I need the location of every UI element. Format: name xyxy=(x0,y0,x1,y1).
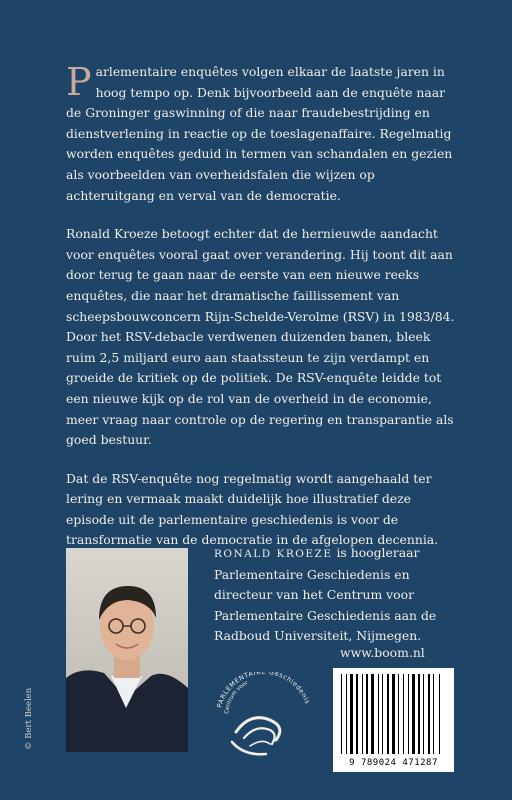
barcode-bar xyxy=(428,674,430,754)
logo-text-small: Centrum voor xyxy=(224,680,250,715)
barcode-bar xyxy=(378,674,379,754)
barcode-bar xyxy=(433,674,434,754)
barcode xyxy=(333,668,454,772)
barcode-bar xyxy=(362,674,363,754)
barcode-bar xyxy=(382,674,383,754)
blurb-paragraph-3: Dat de RSV-enquête nog regelmatig wordt aangehaald ter lering en vermaak maakt duidelijk hoe illustratief deze episode uit de parlementaire geschiedenis is voor de transformatie van de democratie in de afgelopen decennia. xyxy=(66,470,439,548)
barcode-bar xyxy=(423,674,424,754)
isbn-number: 9 789024 471287 xyxy=(349,758,438,768)
barcode-bar xyxy=(403,674,404,754)
barcode-bar xyxy=(418,674,420,754)
barcode-bar xyxy=(439,674,440,754)
barcode-bar xyxy=(392,674,395,754)
barcode-bar xyxy=(408,674,409,754)
drop-cap: P xyxy=(66,60,92,104)
author-photo xyxy=(66,548,188,752)
barcode-bar xyxy=(371,674,374,754)
website-link[interactable]: www.boom.nl xyxy=(340,645,425,660)
author-bio-text: is hoogleraar Parlementaire Geschiedenis en directeur van het Centrum voor Parlementaire Geschiedenis aan de Radboud Universiteit, Nijmegen. xyxy=(214,545,437,644)
author-bio xyxy=(214,543,466,647)
blurb-text xyxy=(66,62,462,569)
barcode-bar xyxy=(412,674,415,754)
photo-credit: © Bert Beelen xyxy=(24,687,34,750)
blurb-paragraph-2: Ronald Kroeze betoogt echter dat de hernieuwde aandacht voor enquêtes vooral gaat over verandering. Hij toont dit aan door terug te gaan naar de eerste van een nieuwe reeks enquêtes, die naar het dramatische faillissement van scheepsbouwconcern Rijn-Schelde-Verolme (RSV) in 1983/84. Door het RSV-debacle verdwenen duizenden banen, bleek ruim 2,5 miljard euro aan staatssteun te zijn verdampt en groeide de kritiek op de politiek. De RSV-enquête leidde tot een nieuwe kijk op de rol van de overheid in de economie, meer vraag naar controle op de regering en transparantie als goed bestuur. xyxy=(66,226,455,448)
barcode-bar xyxy=(350,674,353,754)
barcode-bar xyxy=(387,674,389,754)
barcode-bar xyxy=(356,674,358,754)
barcode-bar xyxy=(366,674,368,754)
author-name: RONALD KROEZE xyxy=(214,548,333,560)
blurb-paragraph-1: Parlementaire enquêtes volgen elkaar de laatste jaren in hoog tempo op. Denk bijvoorbeeld aan de enquête naar de Groninger gaswinning of die naar fraudebestrijding en dienstverlening in reactie op de toeslagenaffaire. Regelmatig worden enquêtes geduid in termen van schandalen en gezien als voorbeelden van overheidsfalen die wijzen op achteruitgang en verval van de democratie. xyxy=(66,60,453,203)
logo-text-large: PARLEMENTAIRE Geschiedenis xyxy=(215,672,312,709)
barcode-bar xyxy=(341,674,342,754)
barcode-bar xyxy=(346,674,347,754)
centrum-logo xyxy=(210,672,318,756)
barcode-bar xyxy=(398,674,399,754)
